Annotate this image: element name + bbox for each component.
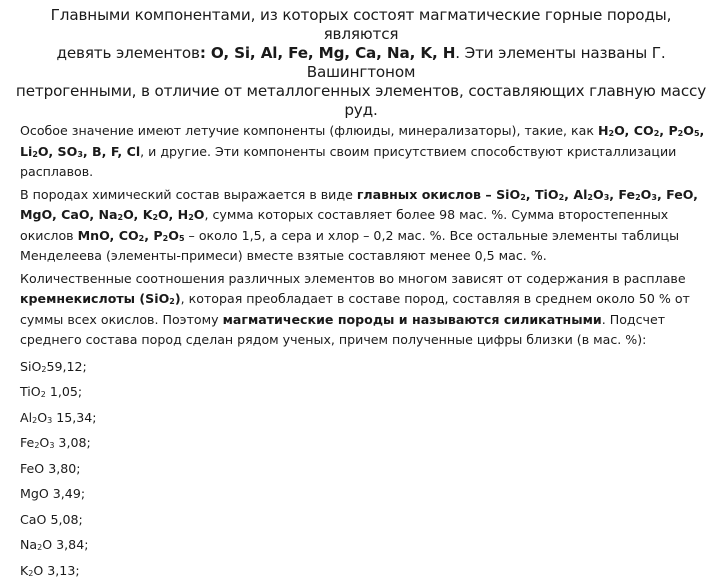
composition-item: $Al_2O_3$ 15,34; — [20, 408, 710, 434]
slide-title — [12, 6, 710, 120]
minor-oxides: MnO, $CO_2$, $P_2O_5$ — [78, 228, 185, 243]
composition-item: $Fe_2O_3$ 3,08; — [20, 433, 710, 459]
title-elements: : O, Si, Al, Fe, Mg, Ca, Na, K, H — [200, 44, 455, 62]
composition-list — [20, 357, 710, 586]
text: , сумма которых составляет более 98 мас. %. Сумма второстепенных окислов — [20, 207, 668, 243]
formula: $H_2O$, $CO_2$, $P_2O_5$, $Li_2O$, $SO_3$, B, F, Cl — [20, 123, 704, 159]
text: В породах химический состав выражается в виде — [20, 187, 357, 202]
text: Количественные соотношения различных элементов во многом зависят от содержания в расплаве — [20, 271, 686, 286]
silica-term: кремнекислоты (SiO$_2$) — [20, 291, 181, 306]
text: . Подсчет среднего состава пород сделан рядом ученых, причем полученные цифры близки (в мас. %): — [20, 312, 665, 348]
paragraph-main-oxides — [20, 185, 710, 267]
composition-item: FeO 3,80; — [20, 459, 710, 485]
main-oxides: главных окислов – SiO$_2$, TiO$_2$, $Al_2O_3$, $Fe_2O_3$, FeO, MgO, CaO, $Na_2O$, $K_2O$, $H_2O$ — [20, 187, 698, 223]
paragraph-volatiles — [20, 121, 710, 183]
composition-item: $Na_2O$ 3,84; — [20, 535, 710, 561]
title-line-3: петрогенными, в отличие от металлогенных элементов, составляющих главную массу руд. — [12, 82, 710, 120]
title-line-2 — [12, 44, 710, 82]
composition-item: SiO$_2$59,12; — [20, 357, 710, 383]
slide-body — [20, 121, 710, 586]
text: , которая преобладает в составе пород, составляя в среднем около 50 % от суммы всех окислов. Поэтому — [20, 291, 690, 327]
title-text: девять элементов — [56, 44, 199, 62]
paragraph-silica — [20, 269, 710, 351]
composition-item: MgO 3,49; — [20, 484, 710, 510]
silicate-term: магматические породы и называются силикатными — [223, 312, 602, 327]
text: , и другие. Эти компоненты своим присутствием способствуют кристаллизации расплавов. — [20, 144, 676, 180]
composition-item: TiO$_2$ 1,05; — [20, 382, 710, 408]
text: Особое значение имеют летучие компоненты (флюиды, минерализаторы), такие, как — [20, 123, 598, 138]
text: – около 1,5, а сера и хлор – 0,2 мас. %. Все остальные элементы таблицы Менделеева (элементы-примеси) вместе взятые составляют менее 0,5 мас. %. — [20, 228, 679, 264]
composition-item: $K_2O$ 3,13; — [20, 561, 710, 586]
composition-item: CaO 5,08; — [20, 510, 710, 536]
title-line-1: Главными компонентами, из которых состоят магматические горные породы, являются — [12, 6, 710, 44]
title-text: . Эти элементы названы Г. Вашингтоном — [307, 44, 666, 81]
